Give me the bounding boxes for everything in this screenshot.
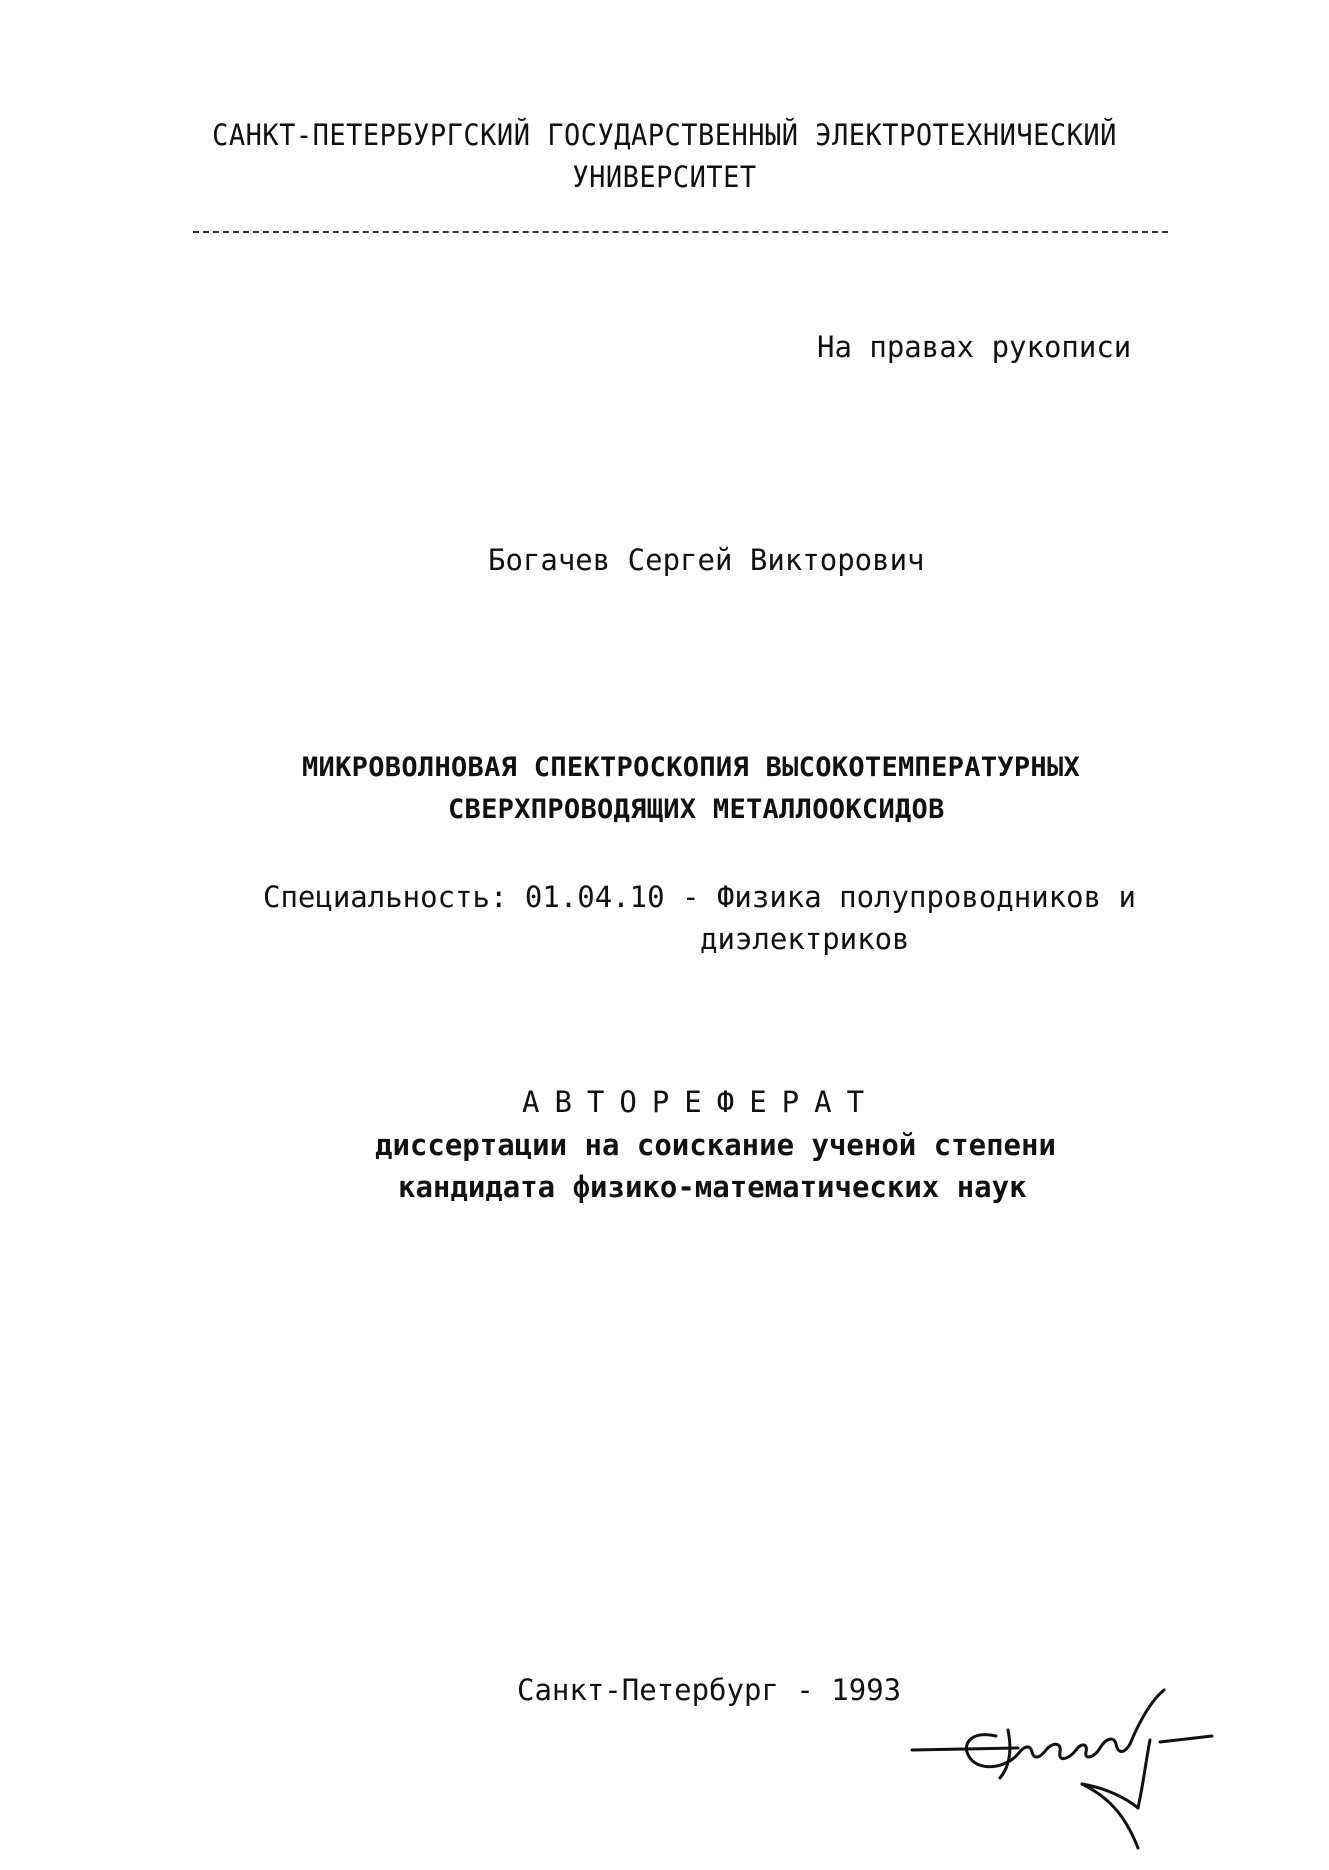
handwritten-signature-icon (900, 1680, 1230, 1860)
university-name-line1: САНКТ-ПЕТЕРБУРГСКИЙ ГОСУДАРСТВЕННЫЙ ЭЛЕКТРОТЕХНИЧЕСКИЙ (212, 118, 1117, 153)
header-divider (193, 231, 1168, 233)
abstract-line1: диссертации на соискание ученой степени (375, 1128, 1056, 1162)
university-name-line2: УНИВЕРСИТЕТ (572, 160, 757, 195)
dissertation-title-line1: МИКРОВОЛНОВАЯ СПЕКТРОСКОПИЯ ВЫСОКОТЕМПЕРАТУРНЫХ (302, 752, 1081, 783)
rights-note: На правах рукописи (817, 330, 1132, 364)
abstract-heading: АВТОРЕФЕРАТ (522, 1085, 880, 1119)
specialty-line2: диэлектриков (700, 922, 910, 956)
author-name: Богачев Сергей Викторович (488, 543, 925, 577)
place-and-year: Санкт-Петербург - 1993 (517, 1673, 902, 1707)
specialty-line1: Специальность: 01.04.10 - Физика полупроводников и (263, 880, 1136, 914)
dissertation-title-line2: СВЕРХПРОВОДЯЩИХ МЕТАЛЛООКСИДОВ (448, 794, 945, 825)
abstract-line2: кандидата физико-математических наук (398, 1170, 1027, 1204)
